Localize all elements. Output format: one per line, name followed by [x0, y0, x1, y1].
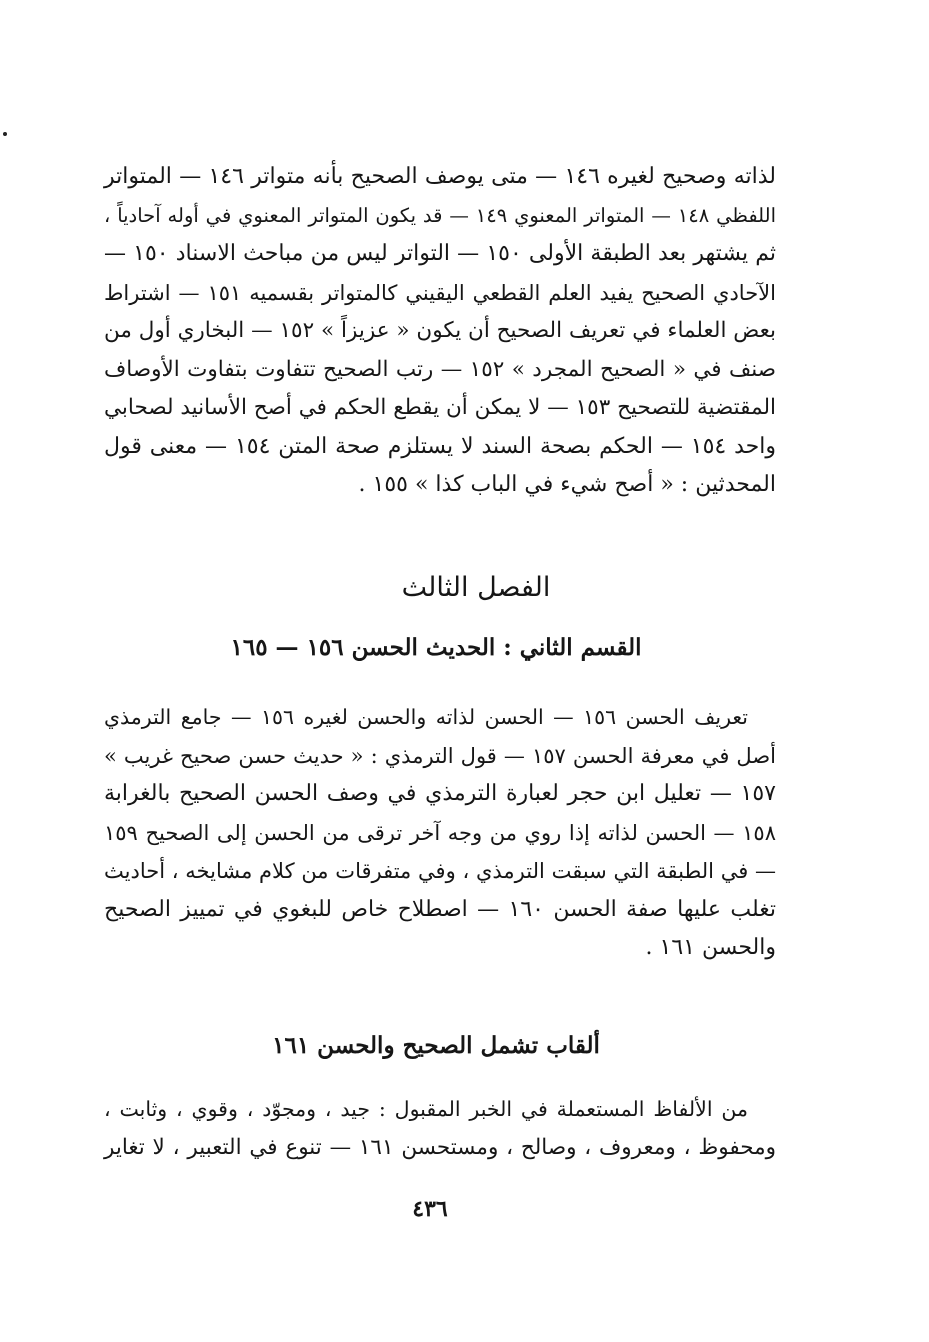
text-line: اللفظي ١٤٨ — المتواتر المعنوي ١٤٩ — قد يكون المتواتر المعنوي في أوله آحادياً ،: [104, 203, 776, 227]
text-line: واحد ١٥٤ — الحكم بصحة السند لا يستلزم صحة المتن ١٥٤ — معنى قول: [104, 433, 776, 459]
text-line: المقتضية للتصحيح ١٥٣ — لا يمكن أن يقطع الحكم في أصح الأسانيد لصحابي: [104, 395, 776, 420]
text-line: تغلب عليها صفة الحسن ١٦٠ — اصطلاح خاص للبغوي في تمييز الصحيح: [104, 896, 776, 922]
text-line: ومحفوظ ، ومعروف ، وصالح ، ومستحسن ١٦١ — تنوع في التعبير ، لا تغاير: [104, 1134, 776, 1160]
text-line: المحدثين : « أصح شيء في الباب كذا » ١٥٥ .: [358, 472, 776, 497]
text-line: — في الطبقة التي سبقت الترمذي ، وفي متفرقات من كلام مشايخه ، أحاديث: [104, 859, 776, 883]
intro-paragraph: [104, 158, 776, 505]
text-line: صنف في « الصحيح المجرد » ١٥٢ — رتب الصحيح تتفاوت بتفاوت الأوصاف: [104, 356, 776, 382]
text-line: تعريف الحسن ١٥٦ — الحسن لذاته والحسن لغيره ١٥٦ — جامع الترمذي: [104, 705, 749, 729]
section-title: القسم الثاني : الحديث الحسن ١٥٦ — ١٦٥: [230, 634, 642, 661]
margin-mark: [3, 132, 7, 136]
text-line: والحسن ١٦١ .: [645, 935, 776, 960]
text-line: الآحادي الصحيح يفيد العلم القطعي اليقيني كالمتواتر بقسميه ١٥١ — اشتراط: [104, 280, 776, 305]
text-line: بعض العلماء في تعريف الصحيح أن يكون « عزيزاً » ١٥٢ — البخاري أول من: [104, 318, 776, 343]
section-paragraph: [104, 698, 776, 968]
text-line: لذاته وصحيح لغيره ١٤٦ — متى يوصف الصحيح بأنه متواتر ١٤٦ — المتواتر: [104, 164, 776, 189]
text-line: ١٥٨ — الحسن لذاته إذا روي من وجه آخر ترقى من الحسن إلى الصحيح ١٥٩: [104, 820, 776, 845]
text-line: ١٥٧ — تعليل ابن حجر لعبارة الترمذي في وصف الحسن الصحيح بالغرابة: [104, 781, 776, 806]
page-number: ٤٣٦: [412, 1196, 448, 1222]
text-line: من الألفاظ المستعملة في الخبر المقبول : جيد ، ومجوّد ، وقوي ، وثابت ،: [104, 1097, 748, 1121]
section-title: ألقاب تشمل الصحيح والحسن ١٦١: [272, 1032, 600, 1059]
text-line: أصل في معرفة الحسن ١٥٧ — قول الترمذي : « حديث حسن صحيح غريب »: [104, 743, 776, 768]
chapter-title: الفصل الثالث: [401, 572, 551, 603]
section-paragraph: [104, 1090, 776, 1167]
text-line: ثم يشتهر بعد الطبقة الأولى ١٥٠ — التواتر ليس من مباحث الاسناد ١٥٠ —: [104, 241, 776, 266]
